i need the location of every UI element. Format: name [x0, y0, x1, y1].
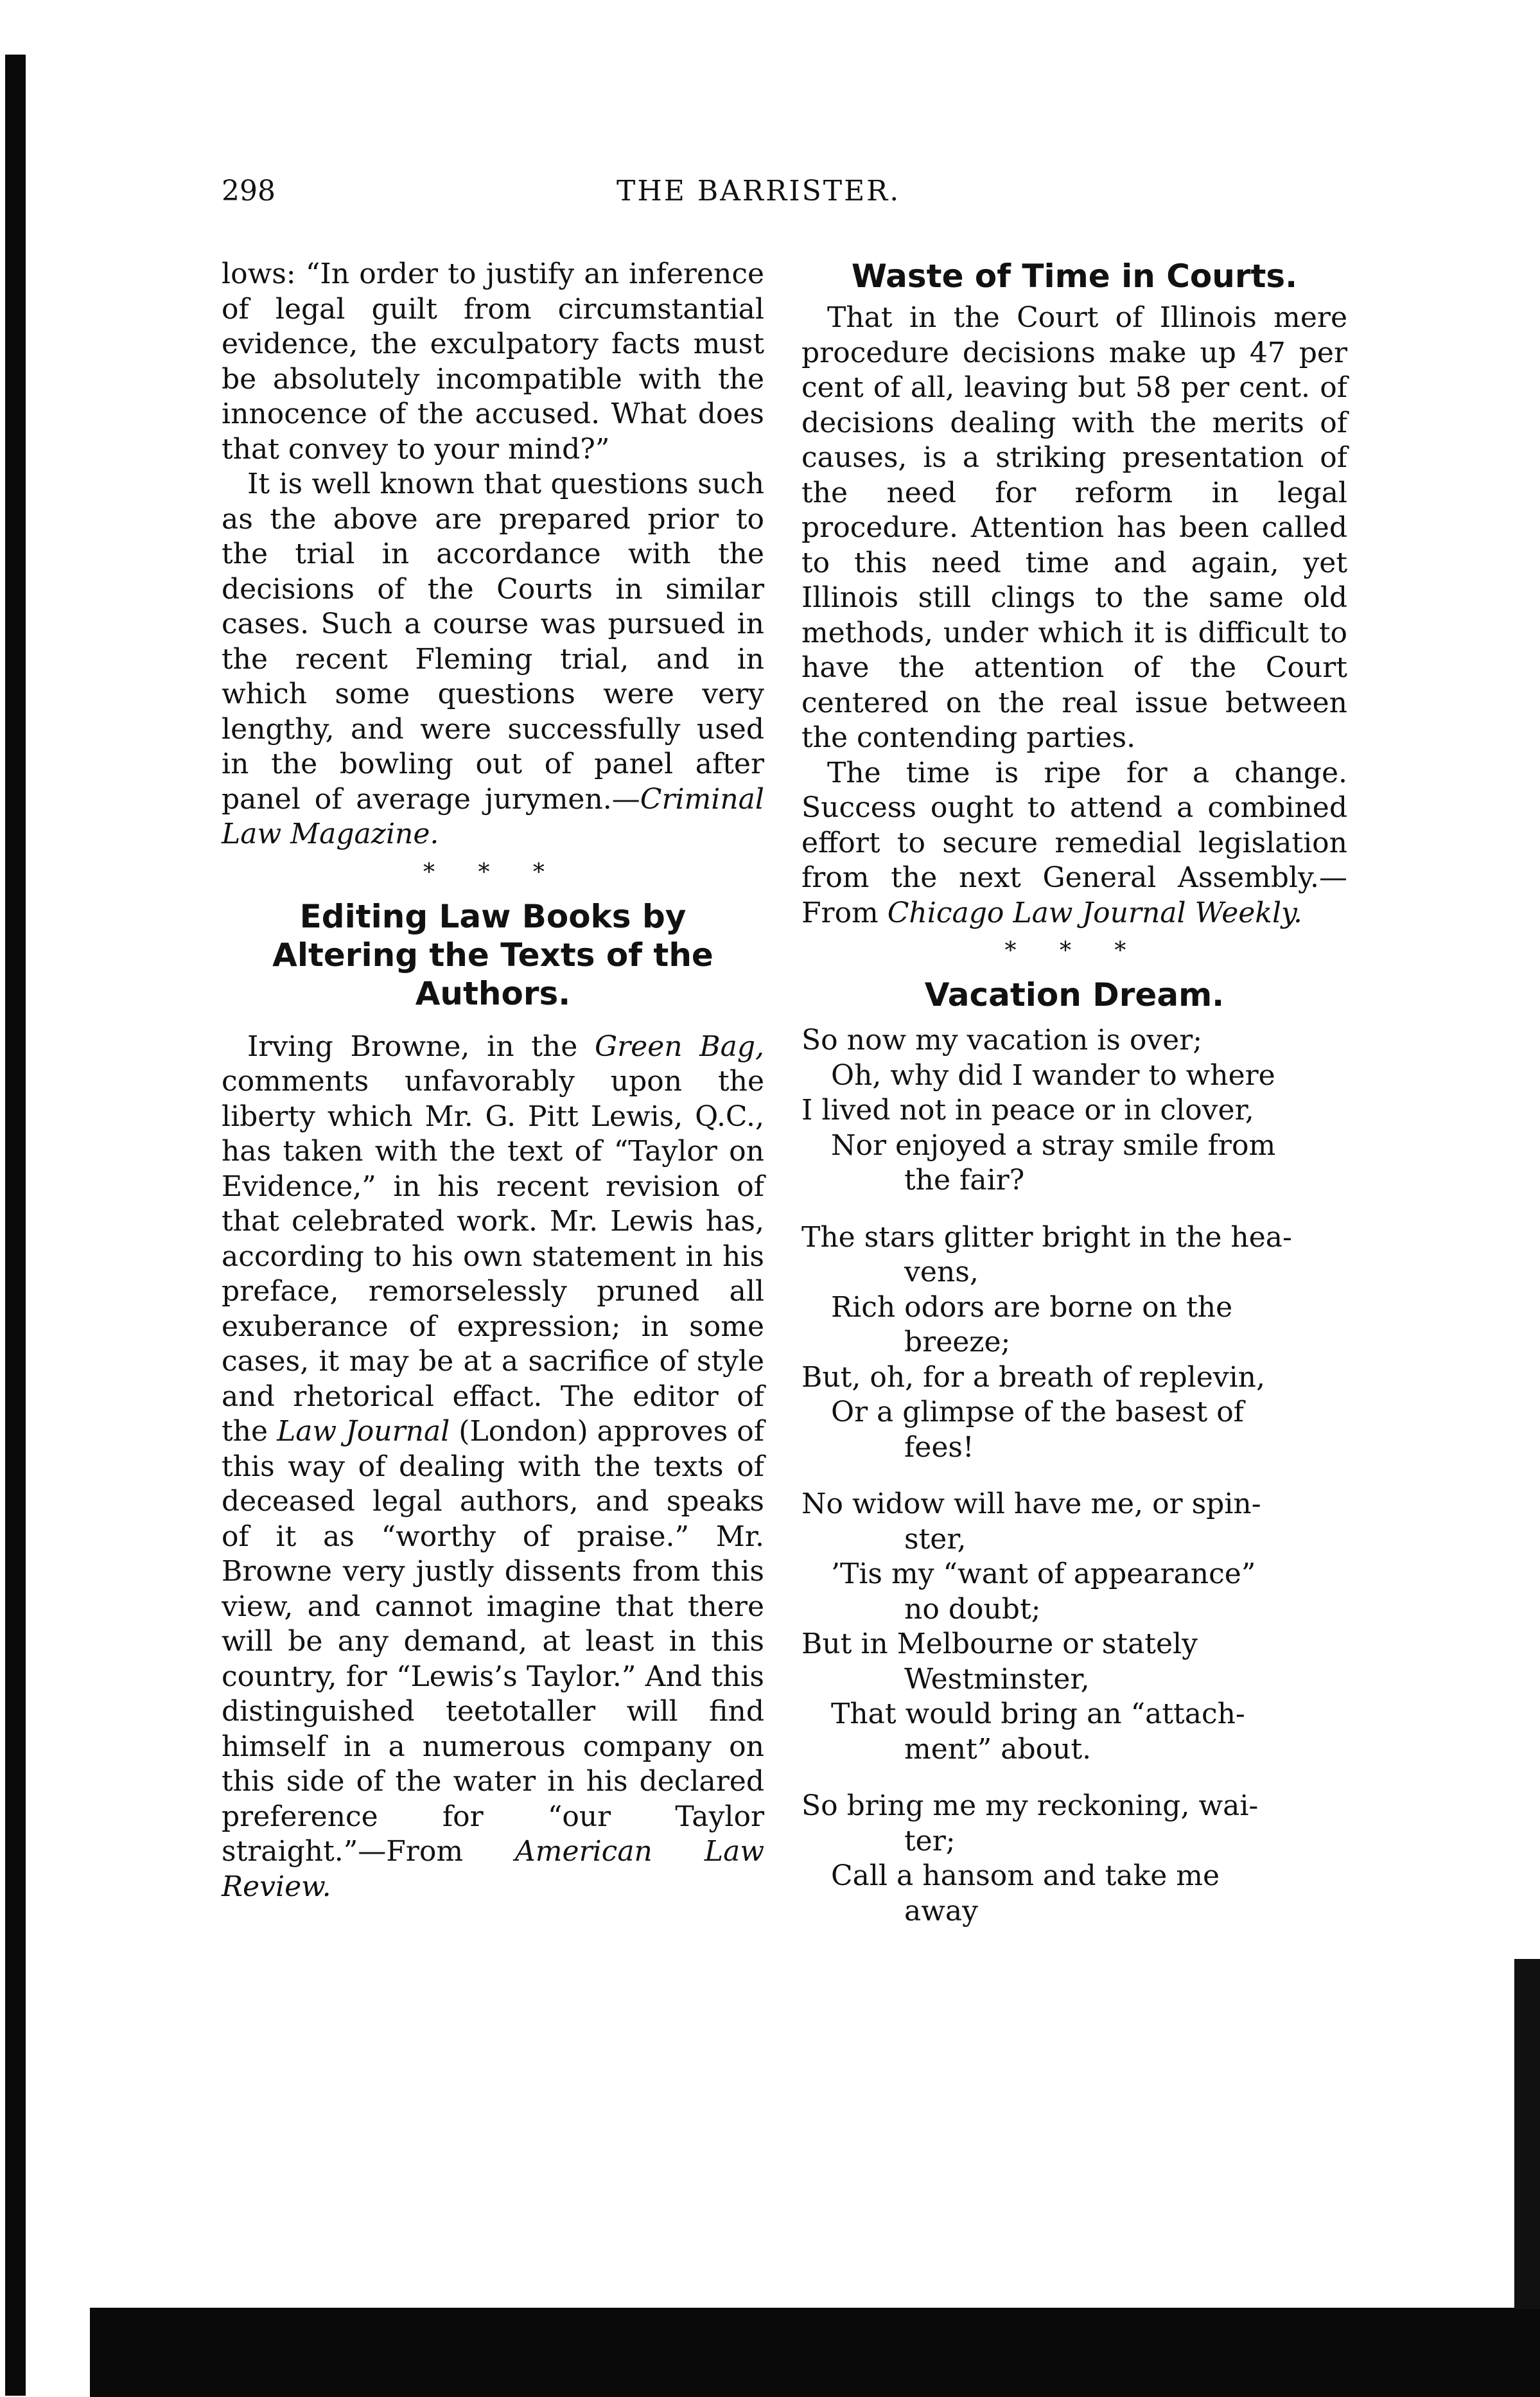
running-title: THE BARRISTER. — [617, 175, 901, 207]
poem-line: fees! — [904, 1430, 974, 1464]
section-divider: * * * — [423, 859, 563, 886]
paragraph — [222, 467, 764, 852]
source-citation: Criminal Law Magazine. — [222, 782, 764, 850]
source-citation: American Law Review. — [222, 1835, 764, 1903]
poem-line: the fair? — [904, 1164, 1025, 1197]
poem-line: breeze; — [904, 1326, 1011, 1358]
poem-line: So now my vacation is over; — [801, 1024, 1203, 1057]
paragraph-text: comments unfavorably upon the liberty which Mr. G. Pitt Lewis, Q.C., has taken with the text of “Taylor on Evidence,” in his recent revision of that celebrated work. Mr. Lewis has, according to his own statement in his preface, remorselessly pruned all exuberance of expression; in some cases, it may be at a sacrifice of style and rhetorical effact. The editor of the — [222, 1065, 764, 1448]
article-heading: Waste of Time in Courts. — [851, 258, 1298, 295]
poem-title: Vacation Dream. — [924, 976, 1225, 1014]
poem-line: Oh, why did I wander to where — [831, 1058, 1275, 1092]
scan-edge-bottom — [90, 2308, 1540, 2397]
poem-line: ter; — [904, 1824, 956, 1857]
poem-line: That would bring an “attach- — [831, 1698, 1245, 1730]
left-column — [222, 257, 764, 1904]
poem-line: So bring me my reckoning, wai- — [801, 1789, 1259, 1822]
poem-line: ster, — [904, 1522, 967, 1556]
poem-line: Or a glimpse of the basest of — [831, 1396, 1244, 1428]
poem-line: But in Melbourne or stately — [801, 1628, 1198, 1660]
scan-edge-left — [5, 55, 26, 2396]
poem-line: vens, — [904, 1256, 979, 1288]
poem-line: Rich odors are borne on the — [831, 1290, 1233, 1324]
poem-stanza — [801, 1220, 1347, 1466]
paragraph: lows: “In order to justify an inference of legal guilt from circumstantial evidence, the exculpatory facts must be absolutely incompatible with the innocence of the accused. What does that convey to your mind?” — [222, 258, 764, 466]
poem-line: No widow will have me, or spin- — [801, 1488, 1261, 1520]
poem-line: But, oh, for a breath of replevin, — [801, 1360, 1265, 1394]
section-divider: * * * — [1004, 938, 1144, 964]
poem-line: The stars glitter bright in the hea- — [801, 1220, 1292, 1254]
poem-stanza — [801, 1789, 1347, 1929]
right-column — [801, 257, 1347, 1951]
poem-line: away — [904, 1894, 978, 1927]
paragraph-text: The time is ripe for a change. Success ought to attend a combined effort to secure remedial legislation from the next General Assembly.—From — [801, 756, 1347, 929]
paragraph — [801, 756, 1347, 931]
article-heading: Editing Law Books by Altering the Texts of the Authors. — [272, 897, 713, 1012]
page-number: 298 — [222, 175, 276, 207]
source-citation: Law Journal — [277, 1415, 450, 1448]
poem-line: ment” about. — [904, 1732, 1092, 1766]
paragraph-text: Irving Browne, in the — [247, 1030, 595, 1063]
paragraph: That in the Court of Illinois mere procedure decisions make up 47 per cent of all, leaving but 58 per cent. of decisions dealing with the merits of causes, is a striking presentation of the need for reform in legal procedure. Attention has been called to this need time and again, yet Illinois still clings to the same old methods, under which it is difficult to have the attention of the Court centered on the real issue between the contending parties. — [801, 301, 1347, 754]
paragraph — [222, 1030, 764, 1905]
poem-line: Westminster, — [904, 1662, 1090, 1696]
poem-line: I lived not in peace or in clover, — [801, 1094, 1254, 1127]
poem-line: Call a hansom and take me — [831, 1859, 1220, 1892]
poem-line: Nor enjoyed a stray smile from — [831, 1128, 1276, 1162]
paragraph-text: (London) approves of this way of dealing with the texts of deceased legal authors, and speaks of it as “worthy of praise.” Mr. Browne very justly dissents from this view, and cannot imagine that there will be any demand, at least in this country, for “Lewis’s Taylor.” And this distinguished teetotaller will find himself in a numerous company on this side of the water in his declared preference for “our Taylor straight.”—From — [222, 1415, 765, 1868]
poem-line: ’Tis my “want of appearance” — [831, 1558, 1256, 1590]
source-citation: Green Bag, — [594, 1030, 764, 1063]
paragraph-text: It is well known that questions such as the above are prepared prior to the trial in accordance with the decisions of the Courts in similar cases. Such a course was pursued in the recent Fleming trial, and in which some questions were very lengthy, and were successfully used in the bowling out of panel after panel of average jurymen.— — [222, 468, 764, 816]
poem-line: no doubt; — [904, 1592, 1041, 1626]
poem-stanza — [801, 1023, 1347, 1198]
poem-stanza — [801, 1487, 1347, 1767]
scan-edge-right — [1514, 1959, 1540, 2309]
source-citation: Chicago Law Journal Weekly. — [887, 896, 1303, 929]
